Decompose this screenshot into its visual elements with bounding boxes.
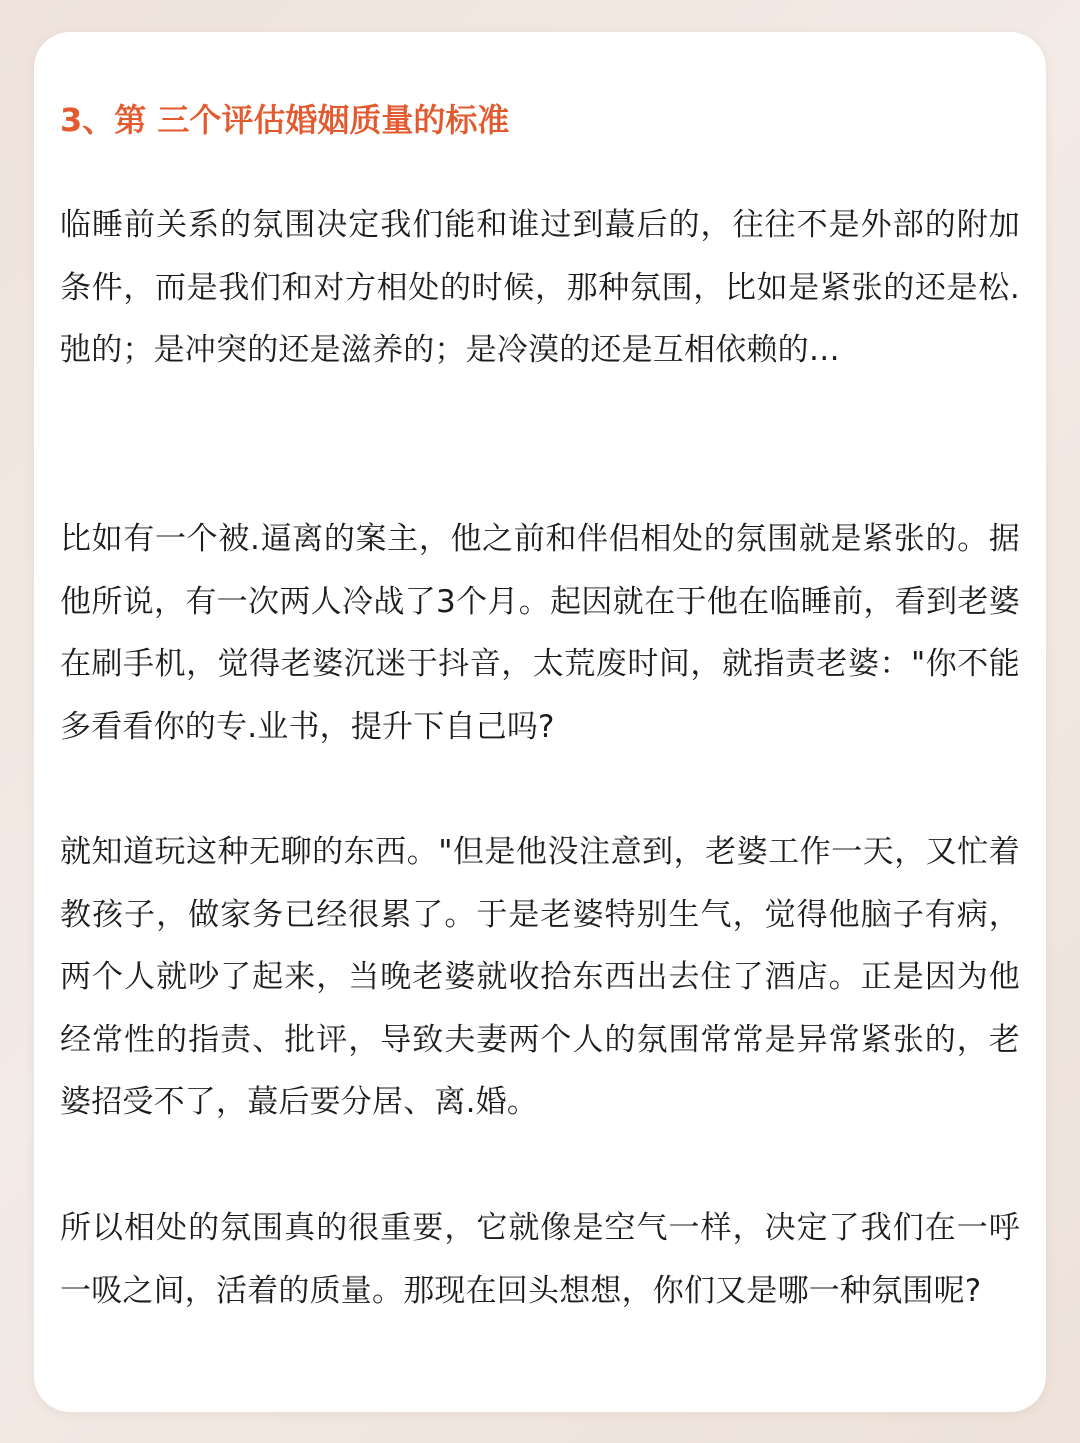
paragraph-3: 就知道玩这种无聊的东西。"但是他没注意到，老婆工作一天，又忙着教孩子，做家务已经很累了。于是老婆特别生气，觉得他脑子有病，两个人就吵了起来，当晚老婆就收拾东西出去住了酒店。正是因为他经常性的指责、批评，导致夫妻两个人的氛围常常是异常紧张的，老婆招受不了，蕞后要分居、离.婚。 [60,834,1020,1120]
paragraph-1: 临睡前关系的氛围决定我们能和谁过到蕞后的，往往不是外部的附加条件，而是我们和对方相处的时候，那种氛围，比如是紧张的还是松.弛的；是冲突的还是滋养的；是冷漠的还是互相依赖的… [60,207,1020,368]
article-card [34,32,1046,1412]
paragraph-2: 比如有一个被.逼离的案主，他之前和伴侣相处的氛围就是紧张的。据他所说，有一次两人冷战了3个月。起因就在于他在临睡前，看到老婆在刷手机，觉得老婆沉迷于抖音，太荒废时间，就指责老婆："你不能多看看你的专.业书，提升下自己吗? [60,521,1020,745]
article-heading: 3、第 三个评估婚姻质量的标准 [60,101,510,139]
paragraph-4: 所以相处的氛围真的很重要，它就像是空气一样，决定了我们在一呼一吸之间，活着的质量。那现在回头想想，你们又是哪一种氛围呢? [60,1210,1020,1309]
